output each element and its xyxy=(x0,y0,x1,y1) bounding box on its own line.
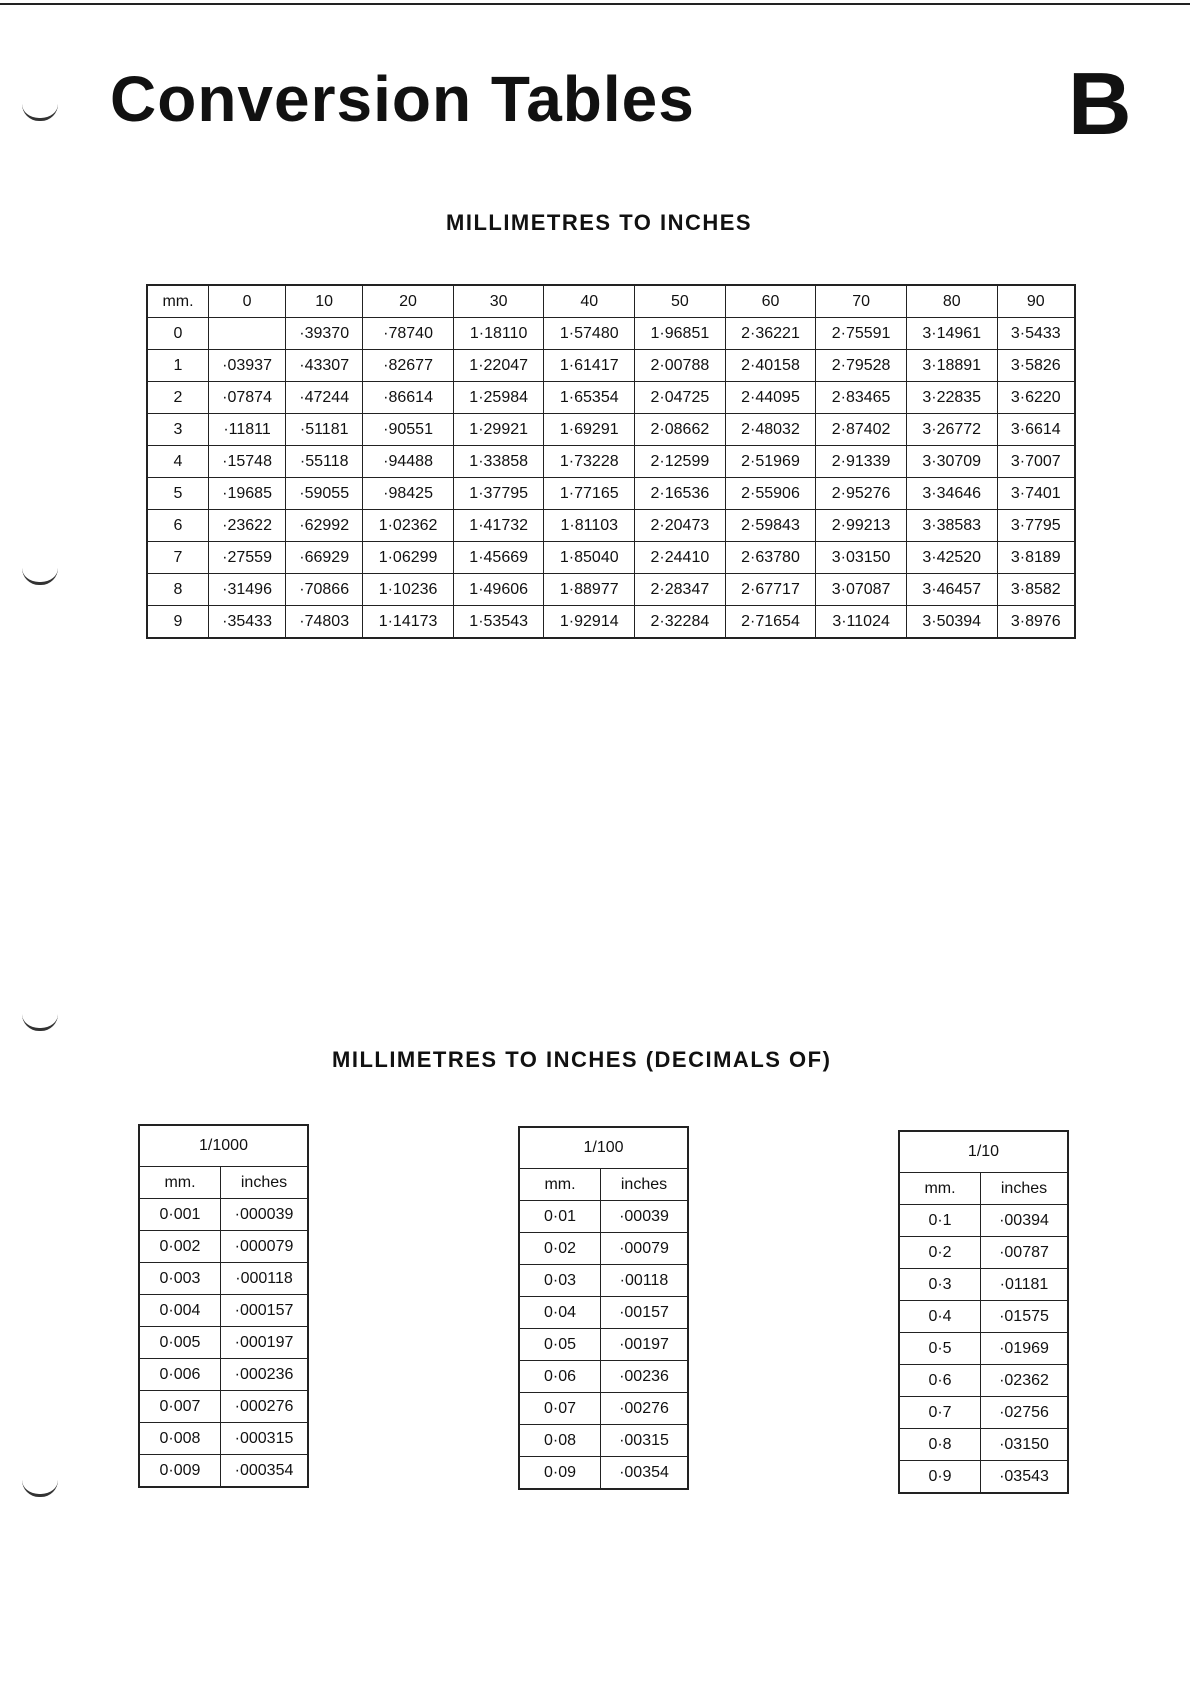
table-cell: 1·33858 xyxy=(453,446,544,478)
table-row xyxy=(899,1333,1068,1365)
main-table-heading: MILLIMETRES TO INCHES xyxy=(446,210,753,235)
table-cell: ·51181 xyxy=(286,414,363,446)
table-row xyxy=(519,1361,688,1393)
table-cell: 2·32284 xyxy=(635,606,726,639)
page-top-rule xyxy=(0,3,1190,5)
inches-cell: ·02756 xyxy=(981,1397,1069,1429)
inches-cell: ·03150 xyxy=(981,1429,1069,1461)
column-header: 60 xyxy=(725,285,816,318)
table-cell: ·62992 xyxy=(286,510,363,542)
table-cell: 3·8189 xyxy=(997,542,1075,574)
table-caption: 1/1000 xyxy=(139,1125,308,1167)
table-cell: ·39370 xyxy=(286,318,363,350)
table-cell: 3·30709 xyxy=(906,446,997,478)
mm-cell: 0·5 xyxy=(899,1333,981,1365)
table-body xyxy=(139,1199,308,1488)
inches-cell: ·00354 xyxy=(601,1457,689,1490)
table-cell: 2·51969 xyxy=(725,446,816,478)
table-cell: ·70866 xyxy=(286,574,363,606)
row-label-mm: 1 xyxy=(147,350,209,382)
row-label-mm: 4 xyxy=(147,446,209,478)
table-cell: 2·95276 xyxy=(816,478,907,510)
table-row xyxy=(139,1423,308,1455)
table-cell: ·66929 xyxy=(286,542,363,574)
table-cell: 3·26772 xyxy=(906,414,997,446)
table-cell: 3·8976 xyxy=(997,606,1075,639)
mm-cell: 0·002 xyxy=(139,1231,221,1263)
table-cell: 2·83465 xyxy=(816,382,907,414)
mm-cell: 0·8 xyxy=(899,1429,981,1461)
inches-cell: ·000039 xyxy=(221,1199,309,1231)
decimals-table-hundredths xyxy=(518,1126,689,1490)
mm-cell: 0·1 xyxy=(899,1205,981,1237)
column-header: 40 xyxy=(544,285,635,318)
inches-cell: ·000315 xyxy=(221,1423,309,1455)
table-row xyxy=(519,1233,688,1265)
table-cell: ·19685 xyxy=(209,478,286,510)
table-cell: ·94488 xyxy=(363,446,454,478)
inches-cell: ·000118 xyxy=(221,1263,309,1295)
table-cell: 2·40158 xyxy=(725,350,816,382)
table-cell: 1·14173 xyxy=(363,606,454,639)
binder-hole-mark xyxy=(22,104,58,121)
table-cell: 2·36221 xyxy=(725,318,816,350)
decimals-table-tenths xyxy=(898,1130,1069,1494)
table-cell: 2·75591 xyxy=(816,318,907,350)
mm-cell: 0·001 xyxy=(139,1199,221,1231)
table-cell: 1·96851 xyxy=(635,318,726,350)
mm-to-inches-table xyxy=(146,284,1076,639)
table-row xyxy=(899,1205,1068,1237)
table-cell: 3·6614 xyxy=(997,414,1075,446)
table-cell: ·27559 xyxy=(209,542,286,574)
column-header: 10 xyxy=(286,285,363,318)
inches-cell: ·000236 xyxy=(221,1359,309,1391)
table-row xyxy=(147,574,1075,606)
table-cell: 2·24410 xyxy=(635,542,726,574)
table-row xyxy=(899,1365,1068,1397)
table-row xyxy=(899,1397,1068,1429)
table-cell: 2·20473 xyxy=(635,510,726,542)
table-cell: ·23622 xyxy=(209,510,286,542)
table-row xyxy=(147,606,1075,639)
table-row xyxy=(139,1391,308,1423)
table-cell: 3·5826 xyxy=(997,350,1075,382)
table-cell: ·90551 xyxy=(363,414,454,446)
table-cell: 1·10236 xyxy=(363,574,454,606)
table-row xyxy=(147,318,1075,350)
table-cell: 1·57480 xyxy=(544,318,635,350)
mm-cell: 0·09 xyxy=(519,1457,601,1490)
table-cell: 3·18891 xyxy=(906,350,997,382)
table-row xyxy=(519,1393,688,1425)
table-row xyxy=(899,1429,1068,1461)
table-cell: 1·73228 xyxy=(544,446,635,478)
inches-cell: ·000079 xyxy=(221,1231,309,1263)
table-cell: 1·88977 xyxy=(544,574,635,606)
table-cell: ·55118 xyxy=(286,446,363,478)
table-cell: 1·85040 xyxy=(544,542,635,574)
row-label-mm: 8 xyxy=(147,574,209,606)
section-letter: B xyxy=(1068,54,1132,153)
inches-cell: ·01575 xyxy=(981,1301,1069,1333)
mm-cell: 0·008 xyxy=(139,1423,221,1455)
table-cell: 3·7007 xyxy=(997,446,1075,478)
inches-cell: ·01181 xyxy=(981,1269,1069,1301)
table-cell: 2·28347 xyxy=(635,574,726,606)
inches-cell: ·00787 xyxy=(981,1237,1069,1269)
table-cell: ·47244 xyxy=(286,382,363,414)
mm-cell: 0·06 xyxy=(519,1361,601,1393)
table-cell: 3·38583 xyxy=(906,510,997,542)
mm-cell: 0·003 xyxy=(139,1263,221,1295)
inches-cell: ·000157 xyxy=(221,1295,309,1327)
table-cell: 1·29921 xyxy=(453,414,544,446)
table-cell: ·59055 xyxy=(286,478,363,510)
table-cell: ·86614 xyxy=(363,382,454,414)
table-row xyxy=(139,1359,308,1391)
table-cell xyxy=(209,318,286,350)
mm-cell: 0·6 xyxy=(899,1365,981,1397)
inches-cell: ·00157 xyxy=(601,1297,689,1329)
inches-cell: ·02362 xyxy=(981,1365,1069,1397)
table-cell: 1·25984 xyxy=(453,382,544,414)
table-cell: ·82677 xyxy=(363,350,454,382)
table-row xyxy=(139,1327,308,1359)
column-header-inches: inches xyxy=(601,1169,689,1201)
table-cell: ·15748 xyxy=(209,446,286,478)
mm-cell: 0·04 xyxy=(519,1297,601,1329)
mm-cell: 0·004 xyxy=(139,1295,221,1327)
binder-hole-mark xyxy=(22,1014,58,1031)
table-cell: 3·11024 xyxy=(816,606,907,639)
table-row xyxy=(139,1231,308,1263)
table-cell: 3·03150 xyxy=(816,542,907,574)
table-row xyxy=(147,478,1075,510)
table-cell: 1·81103 xyxy=(544,510,635,542)
table-cell: 3·7795 xyxy=(997,510,1075,542)
table-row xyxy=(139,1295,308,1327)
mm-cell: 0·05 xyxy=(519,1329,601,1361)
table-cell: 2·04725 xyxy=(635,382,726,414)
table-body xyxy=(899,1205,1068,1494)
table-cell: 2·48032 xyxy=(725,414,816,446)
table-cell: 2·63780 xyxy=(725,542,816,574)
mm-cell: 0·9 xyxy=(899,1461,981,1494)
binder-hole-mark xyxy=(22,1480,58,1497)
row-label-mm: 0 xyxy=(147,318,209,350)
table-cell: 2·16536 xyxy=(635,478,726,510)
table-cell: 2·44095 xyxy=(725,382,816,414)
table-row xyxy=(519,1265,688,1297)
mm-cell: 0·07 xyxy=(519,1393,601,1425)
mm-cell: 0·3 xyxy=(899,1269,981,1301)
inches-cell: ·03543 xyxy=(981,1461,1069,1494)
table-row xyxy=(519,1201,688,1233)
table-cell: 3·46457 xyxy=(906,574,997,606)
row-label-mm: 2 xyxy=(147,382,209,414)
column-header-mm: mm. xyxy=(519,1169,601,1201)
row-label-mm: 7 xyxy=(147,542,209,574)
table-row xyxy=(519,1329,688,1361)
table-cell: ·35433 xyxy=(209,606,286,639)
table-cell: ·43307 xyxy=(286,350,363,382)
table-row xyxy=(519,1297,688,1329)
column-header: 20 xyxy=(363,285,454,318)
table-cell: 2·00788 xyxy=(635,350,726,382)
page-title: Conversion Tables xyxy=(110,63,695,135)
mm-cell: 0·007 xyxy=(139,1391,221,1423)
table-cell: 2·55906 xyxy=(725,478,816,510)
table-cell: ·78740 xyxy=(363,318,454,350)
mm-cell: 0·006 xyxy=(139,1359,221,1391)
table-cell: 1·02362 xyxy=(363,510,454,542)
table-row xyxy=(139,1263,308,1295)
inches-cell: ·00315 xyxy=(601,1425,689,1457)
column-header-mm: mm. xyxy=(899,1173,981,1205)
table-cell: 1·22047 xyxy=(453,350,544,382)
binder-hole-mark xyxy=(22,568,58,585)
main-table-body xyxy=(147,318,1075,639)
table-cell: 2·59843 xyxy=(725,510,816,542)
column-header: 90 xyxy=(997,285,1075,318)
table-cell: 3·50394 xyxy=(906,606,997,639)
column-header-inches: inches xyxy=(981,1173,1069,1205)
column-header: 80 xyxy=(906,285,997,318)
inches-cell: ·01969 xyxy=(981,1333,1069,1365)
table-body xyxy=(519,1201,688,1490)
table-cell: 2·99213 xyxy=(816,510,907,542)
table-row xyxy=(147,382,1075,414)
table-cell: 3·42520 xyxy=(906,542,997,574)
inches-cell: ·000354 xyxy=(221,1455,309,1488)
column-header: 0 xyxy=(209,285,286,318)
row-label-mm: 9 xyxy=(147,606,209,639)
table-row xyxy=(519,1457,688,1490)
table-cell: 1·45669 xyxy=(453,542,544,574)
table-cell: 1·69291 xyxy=(544,414,635,446)
decimals-heading: MILLIMETRES TO INCHES (DECIMALS OF) xyxy=(332,1047,832,1072)
table-caption: 1/10 xyxy=(899,1131,1068,1173)
mm-cell: 0·009 xyxy=(139,1455,221,1488)
row-label-mm: 3 xyxy=(147,414,209,446)
table-cell: 3·14961 xyxy=(906,318,997,350)
table-cell: 3·5433 xyxy=(997,318,1075,350)
table-cell: 3·7401 xyxy=(997,478,1075,510)
mm-cell: 0·7 xyxy=(899,1397,981,1429)
inches-cell: ·000197 xyxy=(221,1327,309,1359)
table-cell: 1·65354 xyxy=(544,382,635,414)
table-row xyxy=(899,1301,1068,1333)
table-cell: 2·87402 xyxy=(816,414,907,446)
table-cell: ·98425 xyxy=(363,478,454,510)
table-row xyxy=(139,1199,308,1231)
corner-label: mm. xyxy=(147,285,209,318)
inches-cell: ·00197 xyxy=(601,1329,689,1361)
inches-cell: ·000276 xyxy=(221,1391,309,1423)
row-label-mm: 6 xyxy=(147,510,209,542)
table-row xyxy=(899,1237,1068,1269)
table-cell: 1·77165 xyxy=(544,478,635,510)
column-header: 30 xyxy=(453,285,544,318)
table-row xyxy=(147,510,1075,542)
mm-cell: 0·08 xyxy=(519,1425,601,1457)
inches-cell: ·00118 xyxy=(601,1265,689,1297)
table-cell: 2·91339 xyxy=(816,446,907,478)
table-row xyxy=(147,542,1075,574)
inches-cell: ·00039 xyxy=(601,1201,689,1233)
table-cell: 1·18110 xyxy=(453,318,544,350)
table-cell: 2·79528 xyxy=(816,350,907,382)
table-cell: 1·92914 xyxy=(544,606,635,639)
table-row xyxy=(519,1425,688,1457)
table-cell: ·03937 xyxy=(209,350,286,382)
mm-cell: 0·4 xyxy=(899,1301,981,1333)
table-cell: 2·67717 xyxy=(725,574,816,606)
table-cell: 3·34646 xyxy=(906,478,997,510)
table-cell: 3·22835 xyxy=(906,382,997,414)
mm-cell: 0·03 xyxy=(519,1265,601,1297)
table-row xyxy=(147,414,1075,446)
mm-cell: 0·02 xyxy=(519,1233,601,1265)
table-cell: 3·6220 xyxy=(997,382,1075,414)
table-cell: 1·53543 xyxy=(453,606,544,639)
table-cell: 2·08662 xyxy=(635,414,726,446)
table-cell: ·07874 xyxy=(209,382,286,414)
inches-cell: ·00079 xyxy=(601,1233,689,1265)
mm-cell: 0·01 xyxy=(519,1201,601,1233)
table-cell: 2·12599 xyxy=(635,446,726,478)
table-caption: 1/100 xyxy=(519,1127,688,1169)
table-cell: 1·61417 xyxy=(544,350,635,382)
table-header-row xyxy=(147,285,1075,318)
table-row xyxy=(139,1455,308,1488)
column-header: 50 xyxy=(635,285,726,318)
row-label-mm: 5 xyxy=(147,478,209,510)
table-cell: 1·06299 xyxy=(363,542,454,574)
decimals-table-thousandths xyxy=(138,1124,309,1488)
table-cell: 2·71654 xyxy=(725,606,816,639)
table-row xyxy=(147,446,1075,478)
table-row xyxy=(147,350,1075,382)
table-cell: 1·37795 xyxy=(453,478,544,510)
mm-cell: 0·2 xyxy=(899,1237,981,1269)
table-cell: 3·07087 xyxy=(816,574,907,606)
table-cell: 1·49606 xyxy=(453,574,544,606)
table-cell: 3·8582 xyxy=(997,574,1075,606)
column-header-inches: inches xyxy=(221,1167,309,1199)
inches-cell: ·00394 xyxy=(981,1205,1069,1237)
table-cell: ·11811 xyxy=(209,414,286,446)
inches-cell: ·00236 xyxy=(601,1361,689,1393)
table-row xyxy=(899,1269,1068,1301)
table-cell: 1·41732 xyxy=(453,510,544,542)
table-row xyxy=(899,1461,1068,1494)
column-header: 70 xyxy=(816,285,907,318)
table-cell: ·74803 xyxy=(286,606,363,639)
mm-cell: 0·005 xyxy=(139,1327,221,1359)
column-header-mm: mm. xyxy=(139,1167,221,1199)
table-cell: ·31496 xyxy=(209,574,286,606)
inches-cell: ·00276 xyxy=(601,1393,689,1425)
